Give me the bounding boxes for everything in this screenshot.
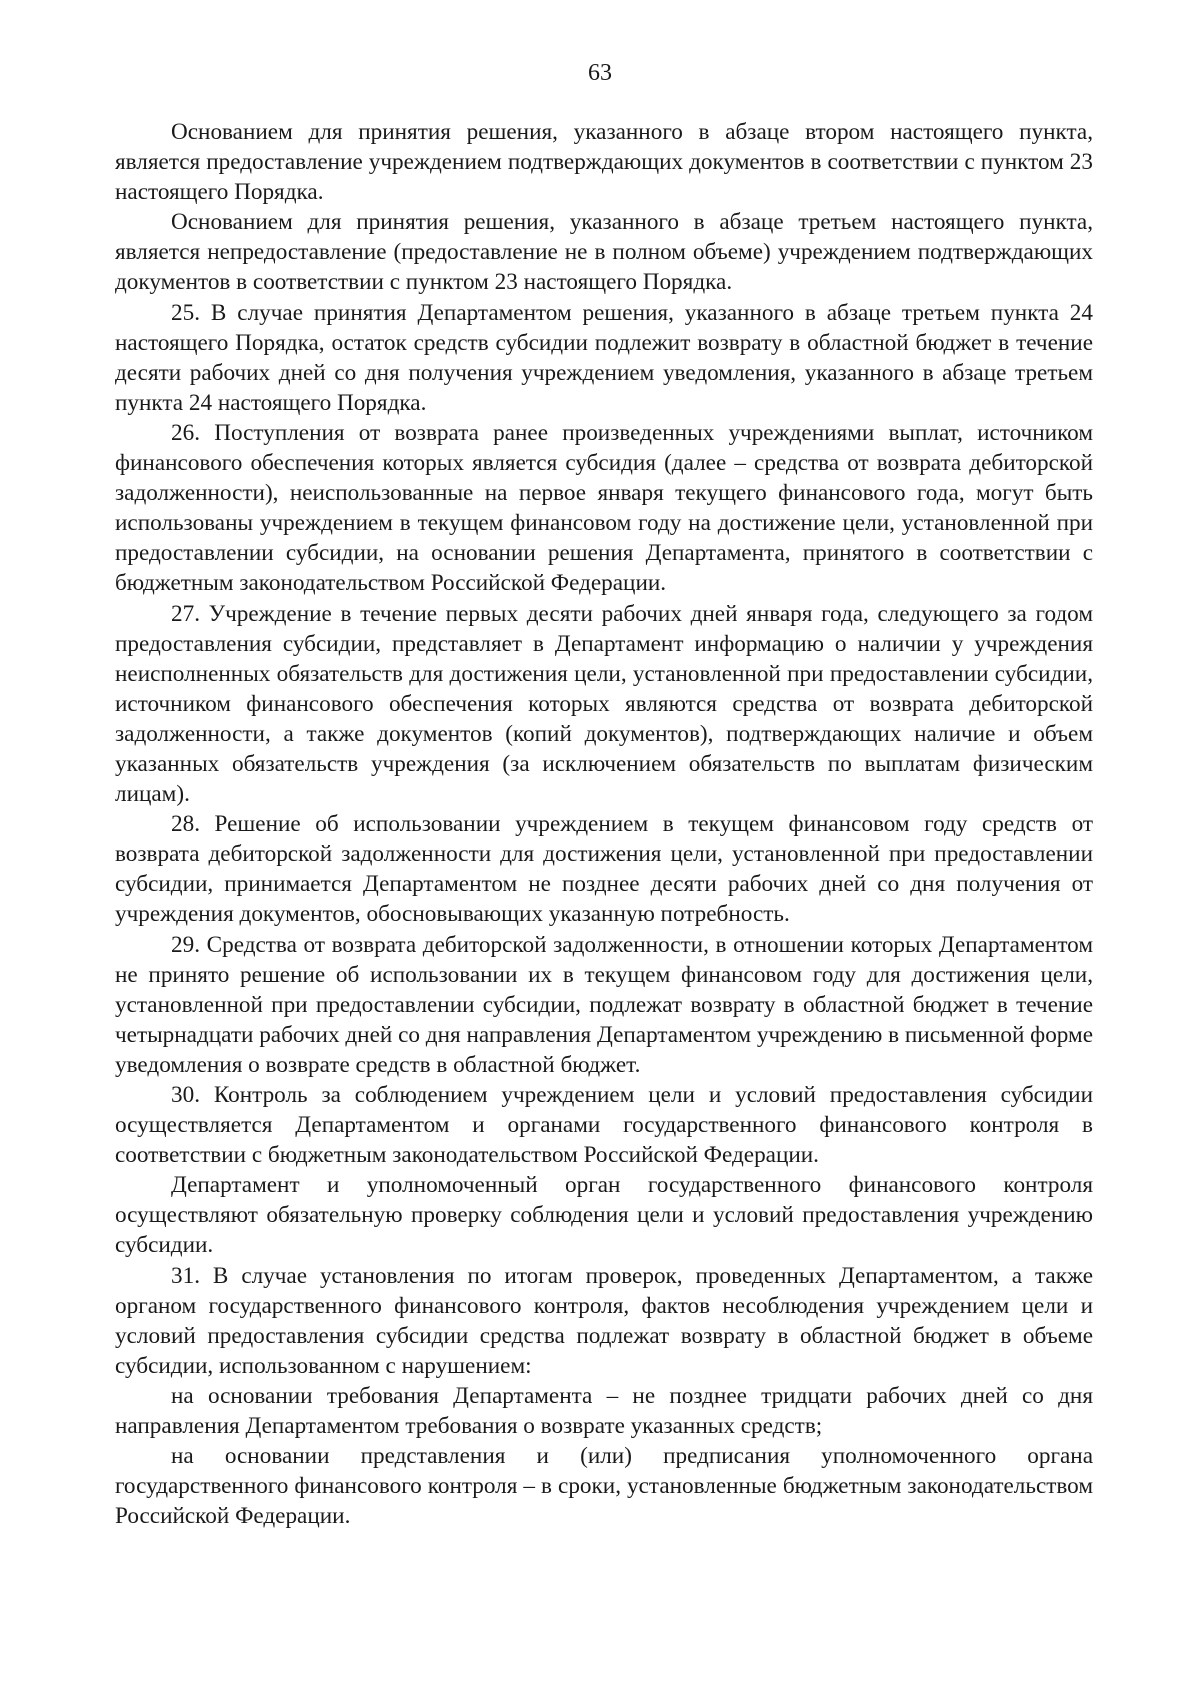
paragraph-control-body-order: на основании представления и (или) предписания уполномоченного органа государственного финансового контроля – в сроки, установленные бюджетным законодательством Российской Федерации. [115, 1443, 1093, 1530]
paragraph-item-27: 27. Учреждение в течение первых десяти рабочих дней января года, следующего за годом предоставления субсидии, представляет в Департамент информацию о наличии у учреждения неисполненных обязательств для достижения цели, установленной при предоставлении субсидии, источником финансового обеспечения которых являются средства от возврата дебиторской задолженности, а также документов (копий документов), подтверждающих наличие и объем указанных обязательств учреждения (за исключением обязательств по выплатам физическим лицам). [115, 600, 1093, 808]
paragraph-control-verification: Департамент и уполномоченный орган государственного финансового контроля осуществляют обязательную проверку соблюдения цели и условий предоставления учреждению субсидии. [115, 1172, 1093, 1259]
document-body [115, 117, 1093, 1531]
paragraph-item-26: 26. Поступления от возврата ранее произведенных учреждениями выплат, источником финансового обеспечения которых является субсидия (далее – средства от возврата дебиторской задолженности), неиспользованные на первое января текущего финансового года, могут быть использованы учреждением в текущем финансовом году на достижение цели, установленной при предоставлении субсидии, на основании решения Департамента, принятого в соответствии с бюджетным законодательством Российской Федерации. [115, 419, 1093, 597]
paragraph-item-25: 25. В случае принятия Департаментом решения, указанного в абзаце третьем пункта 24 настоящего Порядка, остаток средств субсидии подлежит возврату в областной бюджет в течение десяти рабочих дней со дня получения учреждением уведомления, указанного в абзаце третьем пункта 24 настоящего Порядка. [115, 299, 1093, 416]
paragraph-item-31: 31. В случае установления по итогам проверок, проведенных Департаментом, а также органом государственного финансового контроля, фактов несоблюдения учреждением цели и условий предоставления субсидии средства подлежат возврату в областной бюджет в объеме субсидии, использованном с нарушением: [115, 1262, 1093, 1379]
paragraph-item-30: 30. Контроль за соблюдением учреждением цели и условий предоставления субсидии осуществляется Департаментом и органами государственного финансового контроля в соответствии с бюджетным законодательством Российской Федерации. [115, 1082, 1093, 1169]
page-number: 63 [588, 60, 612, 86]
paragraph-basis-second-abzac: Основанием для принятия решения, указанного в абзаце втором настоящего пункта, является предоставление учреждением подтверждающих документов в соответствии с пунктом 23 настоящего Порядка. [115, 119, 1093, 206]
paragraph-department-requirement: на основании требования Департамента – не позднее тридцати рабочих дней со дня направления Департаментом требования о возврате указанных средств; [115, 1382, 1093, 1440]
paragraph-basis-third-abzac: Основанием для принятия решения, указанного в абзаце третьем настоящего пункта, является непредоставление (предоставление не в полном объеме) учреждением подтверждающих документов в соответствии с пунктом 23 настоящего Порядка. [115, 209, 1093, 296]
paragraph-item-29: 29. Средства от возврата дебиторской задолженности, в отношении которых Департаментом не принято решение об использовании их в текущем финансовом году для достижения цели, установленной при предоставлении субсидии, подлежат возврату в областной бюджет в течение четырнадцати рабочих дней со дня направления Департаментом учреждению в письменной форме уведомления о возврате средств в областной бюджет. [115, 931, 1093, 1078]
paragraph-item-28: 28. Решение об использовании учреждением в текущем финансовом году средств от возврата дебиторской задолженности для достижения цели, установленной при предоставлении субсидии, принимается Департаментом не позднее десяти рабочих дней со дня получения от учреждения документов, обосновывающих указанную потребность. [115, 811, 1093, 928]
